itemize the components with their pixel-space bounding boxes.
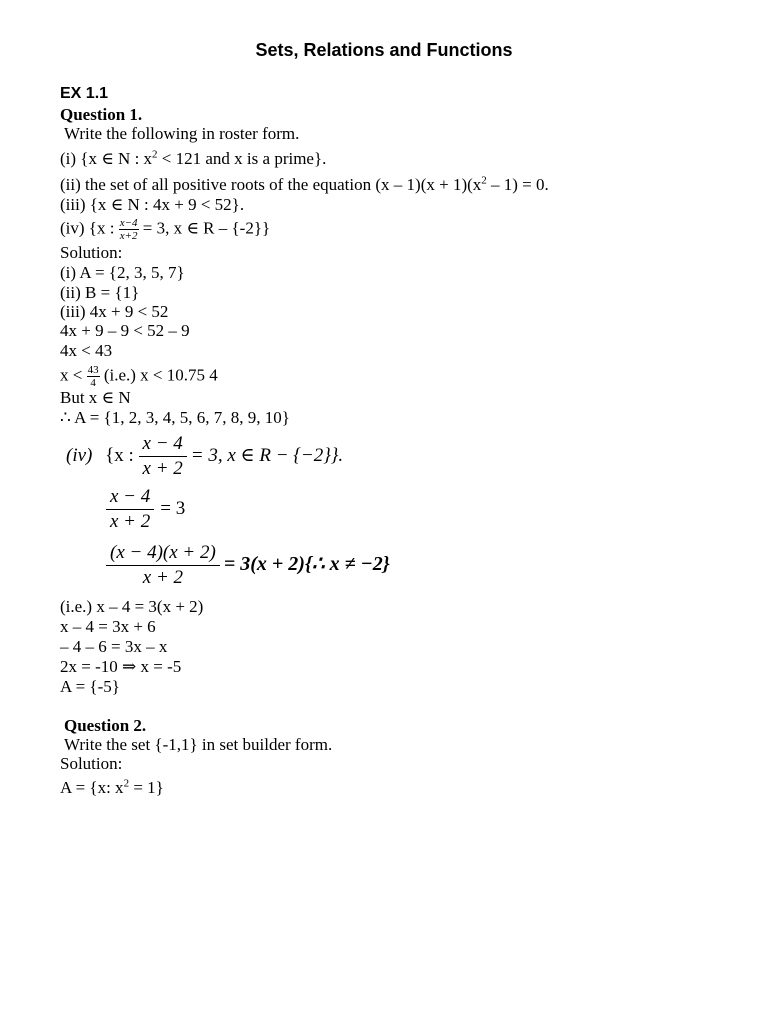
eq-a-set: {x : [105,444,139,466]
part-iv-fraction [119,217,139,242]
question-1-part-iv [60,217,270,242]
part-iv-denominator: x+2 [119,230,138,242]
solution-line-12: 2x = -10 ⇒ x = -5 [60,657,182,676]
q2-answer-text-end: = 1} [129,778,164,797]
question-1-prompt: Write the following in roster form. [64,124,300,143]
part-i-text-end: < 121 and x is a prime}. [157,149,327,168]
eq-b-numerator: x − 4 [106,485,154,510]
line-6-numerator: 43 [87,364,99,376]
eq-a-denominator: x + 2 [142,458,183,479]
line-6-text-end: (i.e.) x < 10.75 4 [99,365,218,385]
solution-line-7: But x ∈ N [60,388,131,407]
part-iv-text: (iv) {x : [60,218,119,238]
solution-label: Solution: [60,243,123,262]
page-title: Sets, Relations and Functions [255,40,513,60]
q2-answer-text: A = {x: x [60,778,124,797]
part-i-exponent: 2 [152,148,158,161]
eq-a-rest: = 3, x ∈ R − {−2}}. [190,444,344,466]
eq-a-numerator: x − 4 [139,432,187,457]
solution-line-8: ∴ A = {1, 2, 3, 4, 5, 6, 7, 8, 9, 10} [60,408,290,427]
solution-line-2: (ii) B = {1} [60,283,140,302]
part-ii-exponent: 2 [481,174,487,187]
solution-line-10: x – 4 = 3x + 6 [60,617,156,636]
part-ii-text-end: – 1) = 0. [486,175,549,194]
part-iv-text-end: = 3, x ∈ R – {-2}} [138,218,271,238]
eq-c-numerator: (x − 4)(x + 2) [106,541,220,566]
part-ii-text: (ii) the set of all positive roots of the equation (x – 1)(x + 1)(x [60,175,482,194]
question-2-heading: Question 2. [64,716,147,735]
eq-b-rest: = 3 [160,497,186,519]
solution-line-3: (iii) 4x + 9 < 52 [60,302,169,321]
solution-line-6 [60,364,218,389]
solution-line-1: (i) A = {2, 3, 5, 7} [60,263,185,282]
solution-line-4: 4x + 9 – 9 < 52 – 9 [60,321,190,340]
solution-line-11: – 4 – 6 = 3x – x [60,637,168,656]
question-1-heading: Question 1. [60,105,143,124]
part-i-text: (i) {x ∈ N : x [60,149,153,168]
solution-line-9: (i.e.) x – 4 = 3(x + 2) [60,597,204,616]
equation-image-c [106,541,390,590]
eq-b-fraction [106,485,154,534]
eq-b-denominator: x + 2 [110,511,151,532]
eq-c-fraction [106,541,220,590]
exercise-label: EX 1.1 [60,85,109,102]
equation-image-a [66,432,343,481]
part-iv-numerator: x−4 [119,217,138,229]
question-2-prompt: Write the set {-1,1} in set builder form. [64,735,333,754]
line-6-text: x < [60,365,87,385]
equation-image-b [106,485,185,534]
solution-line-13: A = {-5} [60,677,120,696]
question-1-part-iii: (iii) {x ∈ N : 4x + 9 < 52}. [60,195,245,214]
q2-answer-exponent: 2 [123,777,130,790]
line-6-denominator: 4 [90,377,96,389]
solution-line-5: 4x < 43 [60,341,113,360]
question-2-answer [60,778,164,798]
question-1-part-i [60,149,326,169]
eq-c-denominator: x + 2 [142,567,184,588]
eq-c-rest: = 3(x + 2){∴ x ≠ −2} [223,552,390,575]
question-2-solution-label: Solution: [60,754,123,773]
question-1-part-ii [60,175,549,195]
line-6-fraction [87,364,100,389]
eq-a-fraction [139,432,187,481]
eq-a-label: (iv) [66,444,93,466]
